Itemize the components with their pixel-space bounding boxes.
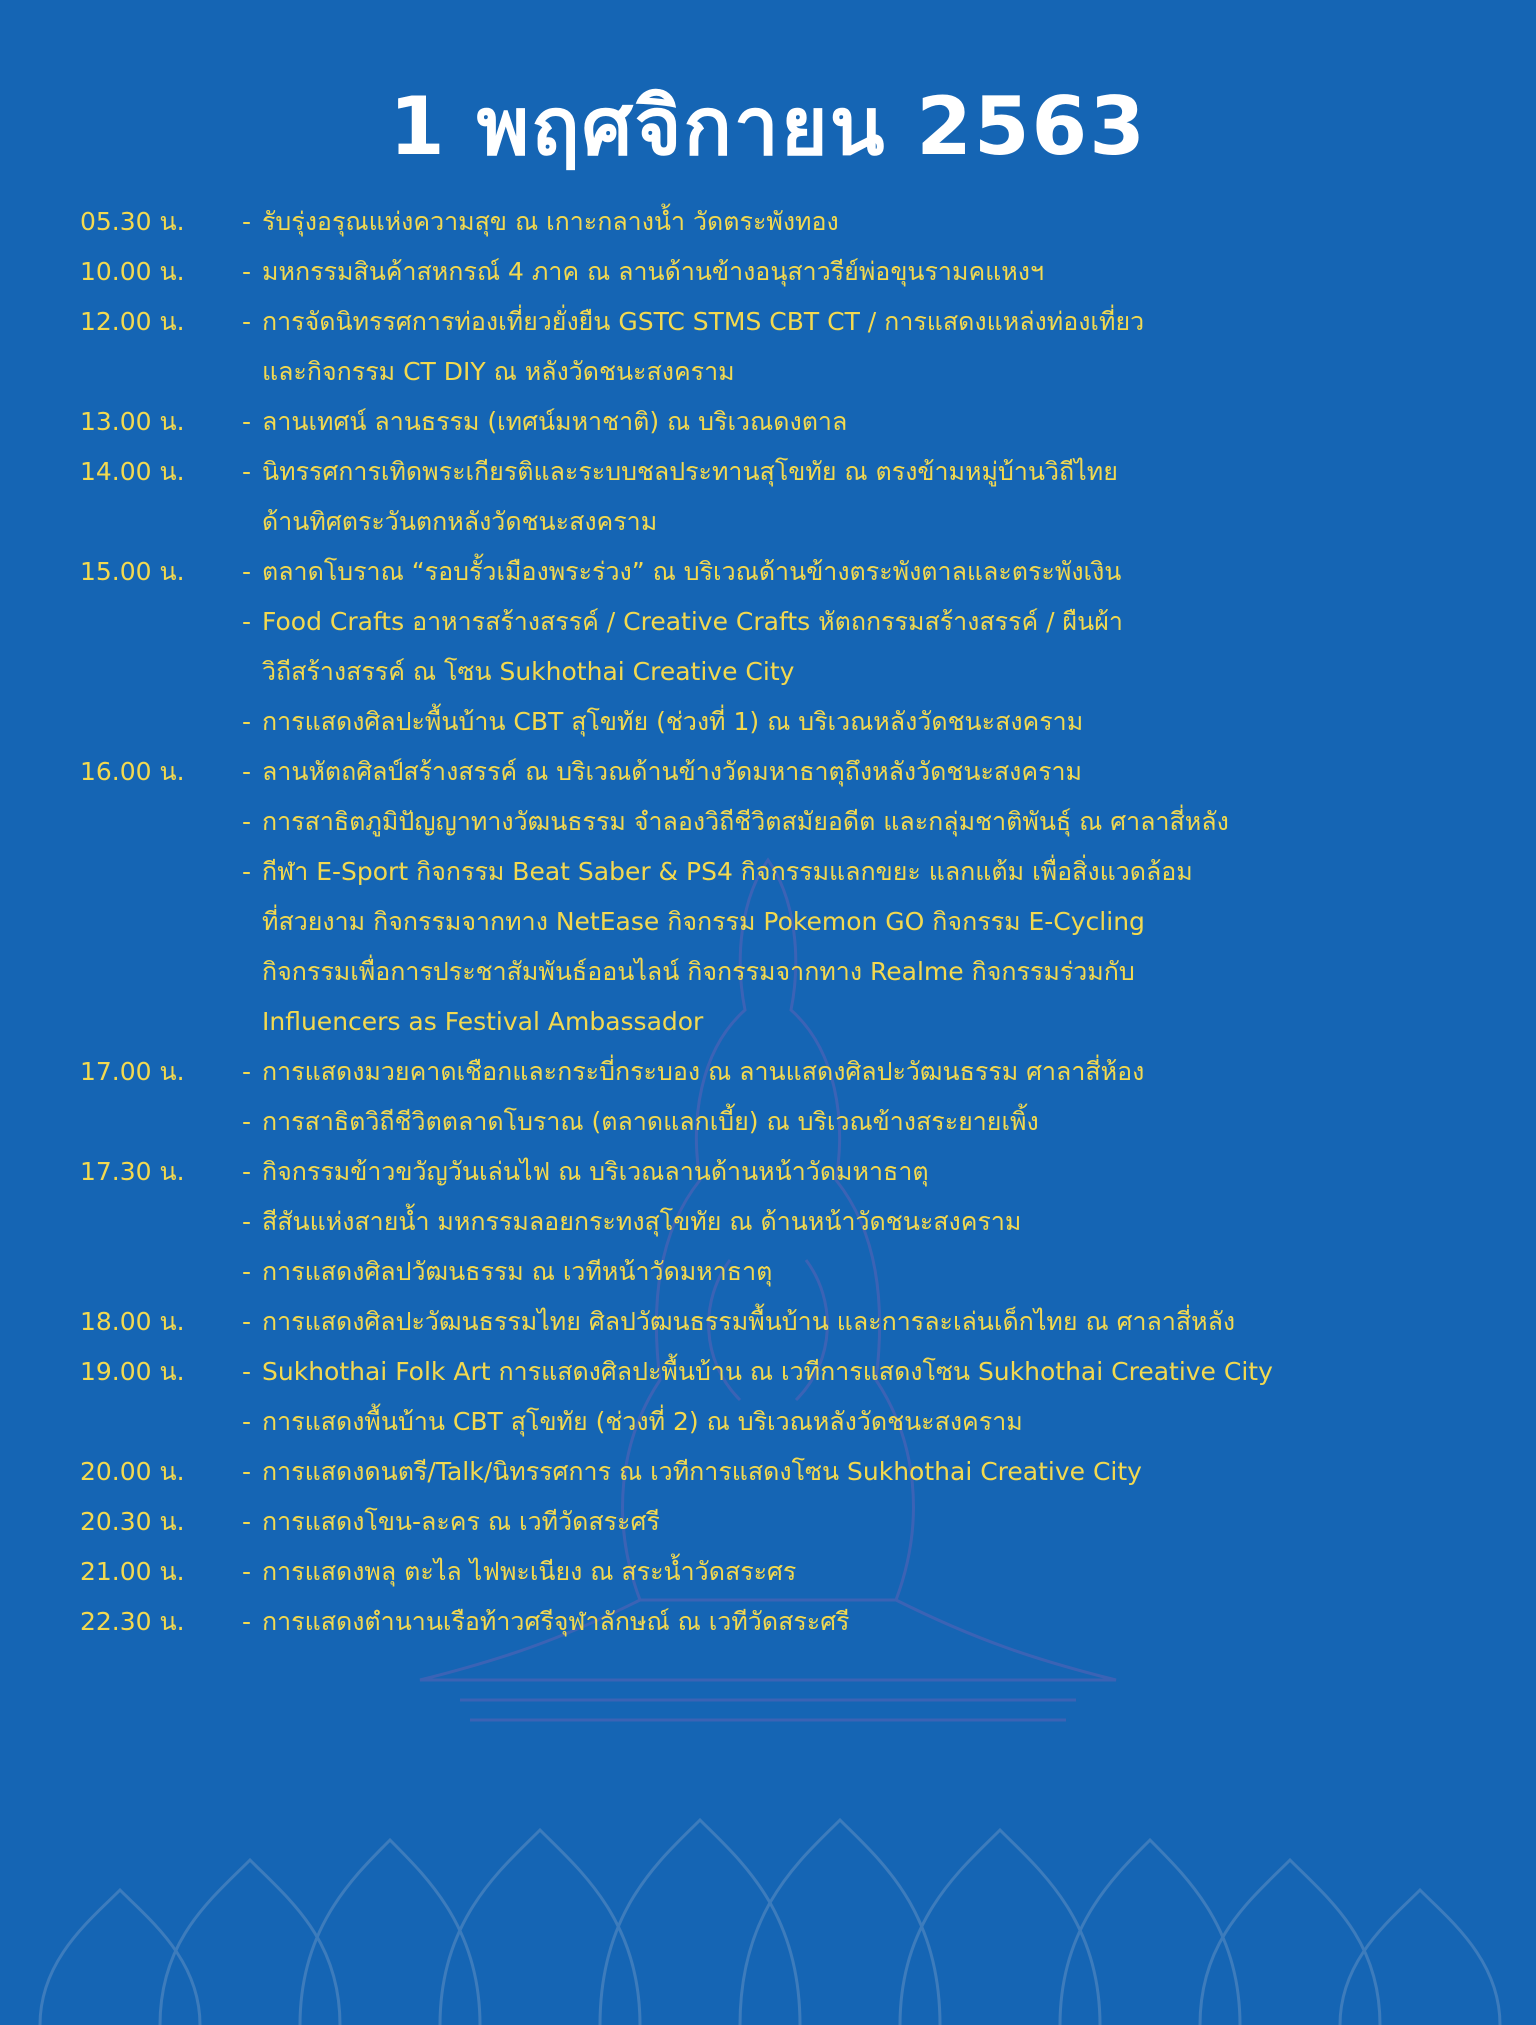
schedule-text: ลานเทศน์ ลานธรรม (เทศน์มหาชาติ) ณ บริเวณดงตาล [262,407,848,436]
schedule-text: การแสดงมวยคาดเชือกและกระบี่กระบอง ณ ลานแสดงศิลปะวัฒนธรรม ศาลาสี่ห้อง [262,1057,1145,1086]
schedule-text: และกิจกรรม CT DIY ณ หลังวัดชนะสงคราม [262,357,735,386]
schedule-line [0,197,1536,247]
schedule-text: กิจกรรมเพื่อการประชาสัมพันธ์ออนไลน์ กิจกรรมจากทาง Realme กิจกรรมร่วมกับ [262,957,1135,986]
schedule-time: 13.00 น. [80,407,185,436]
schedule-dash: - [242,807,252,836]
schedule-dash: - [242,1457,252,1486]
schedule-line [0,497,1536,547]
schedule-time: 18.00 น. [80,1307,185,1336]
schedule-text: Influencers as Festival Ambassador [262,1007,704,1036]
schedule-dash: - [242,257,252,286]
schedule-text: การสาธิตภูมิปัญญาทางวัฒนธรรม จำลองวิถีชีวิตสมัยอดีต และกลุ่มชาติพันธุ์ ณ ศาลาสี่หลัง [262,807,1229,836]
schedule-text: การแสดงศิลปะวัฒนธรรมไทย ศิลปวัฒนธรรมพื้นบ้าน และการละเล่นเด็กไทย ณ ศาลาสี่หลัง [262,1307,1236,1336]
schedule-time: 17.30 น. [80,1157,185,1186]
schedule-text: การแสดงพื้นบ้าน CBT สุโขทัย (ช่วงที่ 2) ณ บริเวณหลังวัดชนะสงคราม [262,1407,1023,1436]
schedule-line [0,347,1536,397]
schedule-line [0,1597,1536,1647]
schedule-line [0,747,1536,797]
schedule-dash: - [242,1357,252,1386]
schedule-line [0,1147,1536,1197]
schedule-line [0,1247,1536,1297]
schedule-line [0,1447,1536,1497]
schedule-text: วิถีสร้างสรรค์ ณ โซน Sukhothai Creative City [262,657,795,686]
schedule-time: 17.00 น. [80,1057,185,1086]
schedule-time: 10.00 น. [80,257,185,286]
schedule-dash: - [242,557,252,586]
schedule-text: ลานหัตถศิลป์สร้างสรรค์ ณ บริเวณด้านข้างวัดมหาธาตุถึงหลังวัดชนะสงคราม [262,757,1083,786]
schedule-text: ที่สวยงาม กิจกรรมจากทาง NetEase กิจกรรม Pokemon GO กิจกรรม E-Cycling [262,907,1145,936]
schedule-dash: - [242,457,252,486]
schedule-text: กีฬา E-Sport กิจกรรม Beat Saber & PS4 กิจกรรมแลกขยะ แลกแต้ม เพื่อสิ่งแวดล้อม [262,857,1193,886]
schedule-line [0,1497,1536,1547]
schedule-dash: - [242,1407,252,1436]
schedule-text: การแสดงศิลปวัฒนธรรม ณ เวทีหน้าวัดมหาธาตุ [262,1257,773,1286]
schedule-line [0,647,1536,697]
schedule-line [0,947,1536,997]
schedule-time: 21.00 น. [80,1557,185,1586]
schedule-dash: - [242,607,252,636]
page-title: 1 พฤศจิกายน 2563 [389,80,1147,173]
schedule-time: 19.00 น. [80,1357,185,1386]
schedule-dash: - [242,1307,252,1336]
schedule-line [0,1297,1536,1347]
schedule-text: นิทรรศการเทิดพระเกียรติและระบบชลประทานสุโขทัย ณ ตรงข้ามหมู่บ้านวิถีไทย [262,457,1118,486]
schedule-dash: - [242,707,252,736]
schedule-time: 14.00 น. [80,457,185,486]
schedule-text: Sukhothai Folk Art การแสดงศิลปะพื้นบ้าน ณ เวทีการแสดงโซน Sukhothai Creative City [262,1357,1273,1386]
schedule-dash: - [242,757,252,786]
schedule-line [0,1347,1536,1397]
schedule-line [0,847,1536,897]
schedule-line [0,247,1536,297]
schedule-line [0,997,1536,1047]
schedule-time: 05.30 น. [80,207,185,236]
schedule-time: 22.30 น. [80,1607,185,1636]
schedule-time: 16.00 น. [80,757,185,786]
schedule-time: 15.00 น. [80,557,185,586]
schedule-dash: - [242,857,252,886]
schedule-dash: - [242,1057,252,1086]
schedule-line [0,297,1536,347]
schedule-dash: - [242,1257,252,1286]
schedule-text: สีสันแห่งสายน้ำ มหกรรมลอยกระทงสุโขทัย ณ ด้านหน้าวัดชนะสงคราม [262,1207,1022,1236]
schedule-time: 20.30 น. [80,1507,185,1536]
schedule-text: การแสดงศิลปะพื้นบ้าน CBT สุโขทัย (ช่วงที่ 1) ณ บริเวณหลังวัดชนะสงคราม [262,707,1084,736]
schedule-dash: - [242,207,252,236]
schedule-time: 12.00 น. [80,307,185,336]
schedule-line [0,697,1536,747]
schedule-line [0,1397,1536,1447]
schedule-line [0,1547,1536,1597]
schedule-text: ตลาดโบราณ “รอบรั้วเมืองพระร่วง” ณ บริเวณด้านข้างตระพังตาลและตระพังเงิน [262,557,1122,586]
schedule-text: การสาธิตวิถีชีวิตตลาดโบราณ (ตลาดแลกเบี้ย) ณ บริเวณข้างสระยายเพิ้ง [262,1107,1039,1136]
schedule-line [0,1197,1536,1247]
schedule-dash: - [242,1507,252,1536]
schedule-dash: - [242,1157,252,1186]
schedule-text: การแสดงโขน-ละคร ณ เวทีวัดสระศรี [262,1507,660,1536]
schedule-text: ด้านทิศตระวันตกหลังวัดชนะสงคราม [262,507,658,536]
schedule-text: กิจกรรมข้าวขวัญวันเล่นไฟ ณ บริเวณลานด้านหน้าวัดมหาธาตุ [262,1157,929,1186]
schedule-dash: - [242,1107,252,1136]
schedule-line [0,1097,1536,1147]
schedule-line [0,1047,1536,1097]
schedule-text: รับรุ่งอรุณแห่งความสุข ณ เกาะกลางน้ำ วัดตระพังทอง [262,207,839,236]
schedule-dash: - [242,407,252,436]
schedule-dash: - [242,307,252,336]
schedule-text: มหกรรมสินค้าสหกรณ์ 4 ภาค ณ ลานด้านข้างอนุสาวรีย์พ่อขุนรามคแหงฯ [262,257,1045,286]
schedule-text: การจัดนิทรรศการท่องเที่ยวยั่งยืน GSTC STMS CBT CT / การแสดงแหล่งท่องเที่ยว [262,307,1145,336]
schedule-time: 20.00 น. [80,1457,185,1486]
schedule-dash: - [242,1207,252,1236]
schedule-line [0,597,1536,647]
schedule-line [0,397,1536,447]
schedule-line [0,897,1536,947]
schedule-text: การแสดงตำนานเรือท้าวศรีจุฬาลักษณ์ ณ เวทีวัดสระศรี [262,1607,850,1636]
schedule-text: การแสดงดนตรี/Talk/นิทรรศการ ณ เวทีการแสดงโซน Sukhothai Creative City [262,1457,1142,1486]
schedule-text: การแสดงพลุ ตะไล ไฟพะเนียง ณ สระน้ำวัดสระศร [262,1557,797,1586]
schedule-dash: - [242,1607,252,1636]
schedule-line [0,547,1536,597]
schedule-list [0,197,1536,1647]
schedule-line [0,447,1536,497]
schedule-dash: - [242,1557,252,1586]
schedule-text: Food Crafts อาหารสร้างสรรค์ / Creative Crafts หัตถกรรมสร้างสรรค์ / ผืนผ้า [262,607,1123,636]
schedule-line [0,797,1536,847]
